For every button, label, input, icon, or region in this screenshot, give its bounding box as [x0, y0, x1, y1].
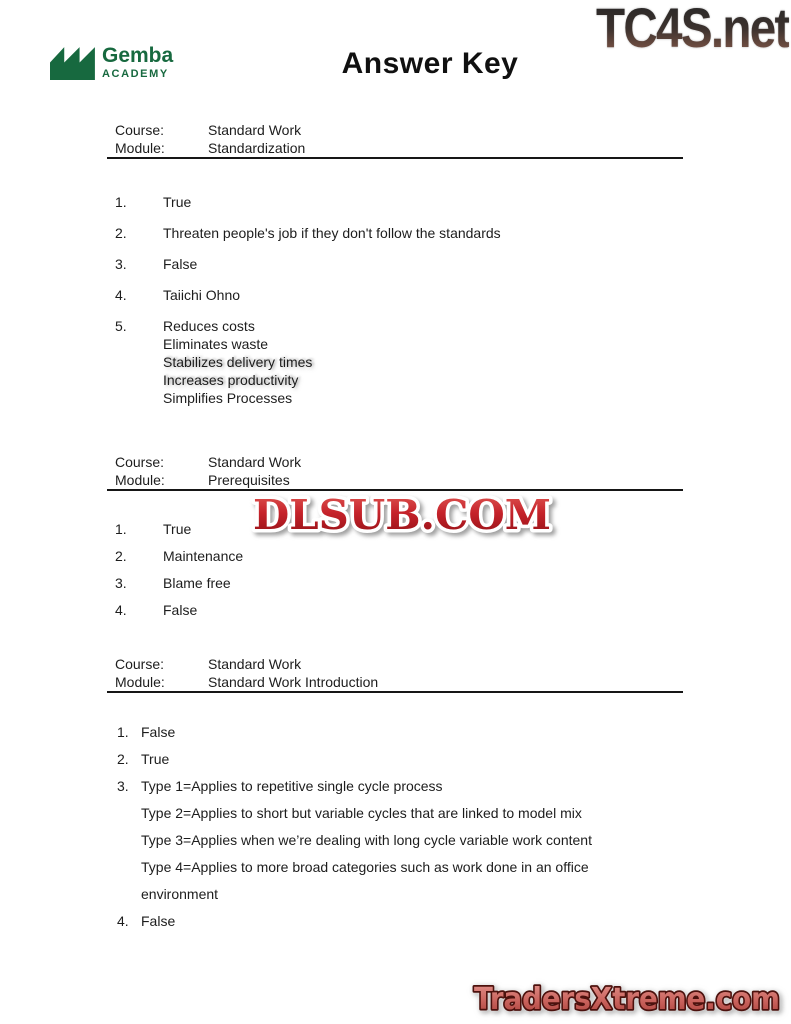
answer-text: environment [141, 886, 219, 902]
item-number: 3. [117, 778, 129, 794]
answer-item [0, 224, 791, 242]
item-number: 4. [115, 287, 127, 303]
answer-list [0, 193, 791, 407]
watermark-tc4s: TC4S.net [596, 0, 789, 60]
module-value: Standard Work Introduction [208, 674, 379, 690]
answer-text: Stabilizes delivery times [163, 354, 313, 370]
course-label: Course: [115, 656, 165, 672]
answer-item [0, 574, 791, 592]
answer-text: True [163, 194, 192, 210]
answer-text: Increases productivity [163, 372, 299, 388]
logo-gemba-text: Gemba [102, 44, 174, 67]
module-row [115, 139, 791, 157]
answer-text: True [163, 521, 192, 537]
section-divider [107, 691, 683, 693]
item-number: 5. [115, 318, 127, 334]
answer-text: Type 4=Applies to more broad categories such as work done in an office [141, 859, 589, 875]
item-number: 2. [115, 225, 127, 241]
item-number: 4. [115, 602, 127, 618]
item-number: 1. [115, 521, 127, 537]
watermark-tradersxtreme [466, 977, 788, 1023]
module-value: Standardization [208, 140, 306, 156]
answer-item [0, 286, 791, 304]
module-row [115, 673, 791, 691]
section-standardization [0, 121, 791, 420]
module-value: Prerequisites [208, 472, 290, 488]
answer-text: Simplifies Processes [163, 390, 293, 406]
course-label: Course: [115, 122, 165, 138]
answer-text: Eliminates waste [163, 336, 269, 352]
item-number: 1. [117, 724, 129, 740]
section-divider [107, 157, 683, 159]
item-number: 3. [115, 256, 127, 272]
answer-text: False [141, 913, 176, 929]
watermark-dlsub-text: DLSUB.COM [253, 491, 551, 539]
course-row [115, 121, 791, 139]
answer-text: Maintenance [163, 548, 244, 564]
item-number: 1. [115, 194, 127, 210]
page-title: Answer Key [341, 47, 519, 80]
course-value: Standard Work [208, 656, 302, 672]
answer-text: Type 1=Applies to repetitive single cycle process [141, 778, 443, 794]
item-number: 2. [117, 751, 129, 767]
answer-text: False [163, 602, 198, 618]
item-number: 3. [115, 575, 127, 591]
item-number: 2. [115, 548, 127, 564]
answer-text: Type 2=Applies to short but variable cycles that are linked to model mix [141, 805, 582, 821]
answer-text: False [141, 724, 176, 740]
answer-item [0, 912, 791, 930]
logo-academy-text: ACADEMY [102, 68, 169, 80]
answer-text: Threaten people's job if they don't follow the standards [163, 225, 501, 241]
course-value: Standard Work [208, 122, 302, 138]
answer-text: Blame free [163, 575, 231, 591]
answer-item [0, 547, 791, 565]
answer-item [0, 777, 791, 903]
module-label: Module: [115, 472, 165, 488]
watermark-tradersxtreme-text: TradersXtreme.com [474, 982, 780, 1017]
answer-text: Reduces costs [163, 318, 255, 334]
answer-item [0, 193, 791, 211]
answer-item [0, 317, 791, 407]
section-standard-work-introduction [0, 655, 791, 939]
course-row [115, 655, 791, 673]
answer-item [0, 750, 791, 768]
answer-item [0, 723, 791, 741]
course-label: Course: [115, 454, 165, 470]
answer-text: Type 3=Applies when we’re dealing with long cycle variable work content [141, 832, 592, 848]
watermark-dlsub [246, 486, 558, 542]
answer-text: False [163, 256, 198, 272]
module-label: Module: [115, 674, 165, 690]
answer-text: True [141, 751, 170, 767]
module-label: Module: [115, 140, 165, 156]
answer-item [0, 601, 791, 619]
answer-list [0, 723, 791, 930]
course-value: Standard Work [208, 454, 302, 470]
answer-text: Taiichi Ohno [163, 287, 241, 303]
course-row [115, 453, 791, 471]
item-number: 4. [117, 913, 129, 929]
answer-item [0, 255, 791, 273]
